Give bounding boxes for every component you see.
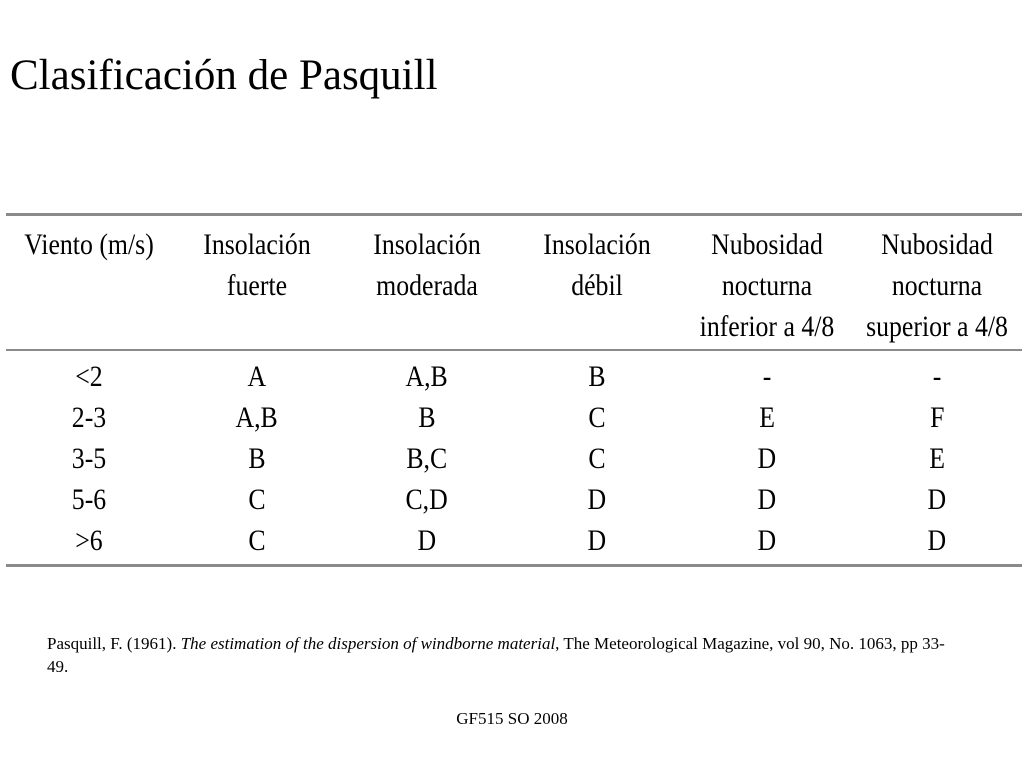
header-strong-insolation [184,215,330,351]
header-line: Insolación [543,228,651,261]
header-line: superior a 4/8 [866,310,1008,343]
table-cell: 3-5 [71,442,107,475]
header-line: inferior a 4/8 [699,310,835,343]
header-line: Insolación [373,228,481,261]
table-cell: D [587,483,607,516]
table-cell: D [417,524,437,557]
table-cell: E [759,401,775,434]
table-cell: D [927,524,947,557]
table-cell: C [588,442,606,475]
table-row [6,438,1022,479]
table-cell: B [248,442,266,475]
header-line: Nubosidad [711,228,823,261]
table-cell: C,D [405,483,449,516]
header-line: fuerte [226,269,288,302]
header-line: Insolación [203,228,311,261]
pasquill-stability-table [6,213,1022,567]
header-weak-insolation [524,215,670,351]
table-cell: E [929,442,945,475]
table-cell: <2 [75,360,103,393]
pasquill-table-container [6,213,1022,567]
header-wind-speed [18,215,161,351]
table-cell: 5-6 [71,483,107,516]
table-row [6,397,1022,438]
table-cell: >6 [75,524,103,557]
header-night-cloud-low [694,215,840,351]
slide-title: Clasificación de Pasquill [10,52,438,99]
table-cell: C [248,483,266,516]
header-line: nocturna [891,269,983,302]
header-line: nocturna [721,269,813,302]
table-cell: B [588,360,606,393]
table-row [6,350,1022,397]
header-line: Viento (m/s) [24,228,154,261]
reference-source: , The Meteorological Magazine, vol 90, No. 1063, pp 33-49. [47,634,945,676]
table-cell: C [248,524,266,557]
table-cell: D [587,524,607,557]
table-cell: D [757,524,777,557]
slide-footer: GF515 SO 2008 [456,709,568,728]
table-cell: A,B [235,401,279,434]
table-cell: A,B [405,360,449,393]
reference-title: The estimation of the dispersion of windborne material [180,634,556,653]
table-cell: B [418,401,436,434]
bibliographic-reference [47,632,947,678]
table-cell: C [588,401,606,434]
table-row [6,479,1022,520]
table-cell: D [927,483,947,516]
reference-authors: Pasquill, F. (1961). [47,634,181,653]
table-cell: A [247,360,267,393]
table-cell: - [762,360,772,393]
header-line: moderada [376,269,478,302]
header-moderate-insolation [354,215,500,351]
table-cell: D [757,483,777,516]
header-line: débil [571,269,623,302]
table-cell: - [932,360,942,393]
table-header-row [6,215,1022,351]
table-cell: 2-3 [71,401,107,434]
table-cell: F [929,401,945,434]
table-cell: D [757,442,777,475]
header-line: Nubosidad [881,228,993,261]
table-row [6,520,1022,566]
header-night-cloud-high [864,215,1010,351]
table-cell: B,C [406,442,448,475]
